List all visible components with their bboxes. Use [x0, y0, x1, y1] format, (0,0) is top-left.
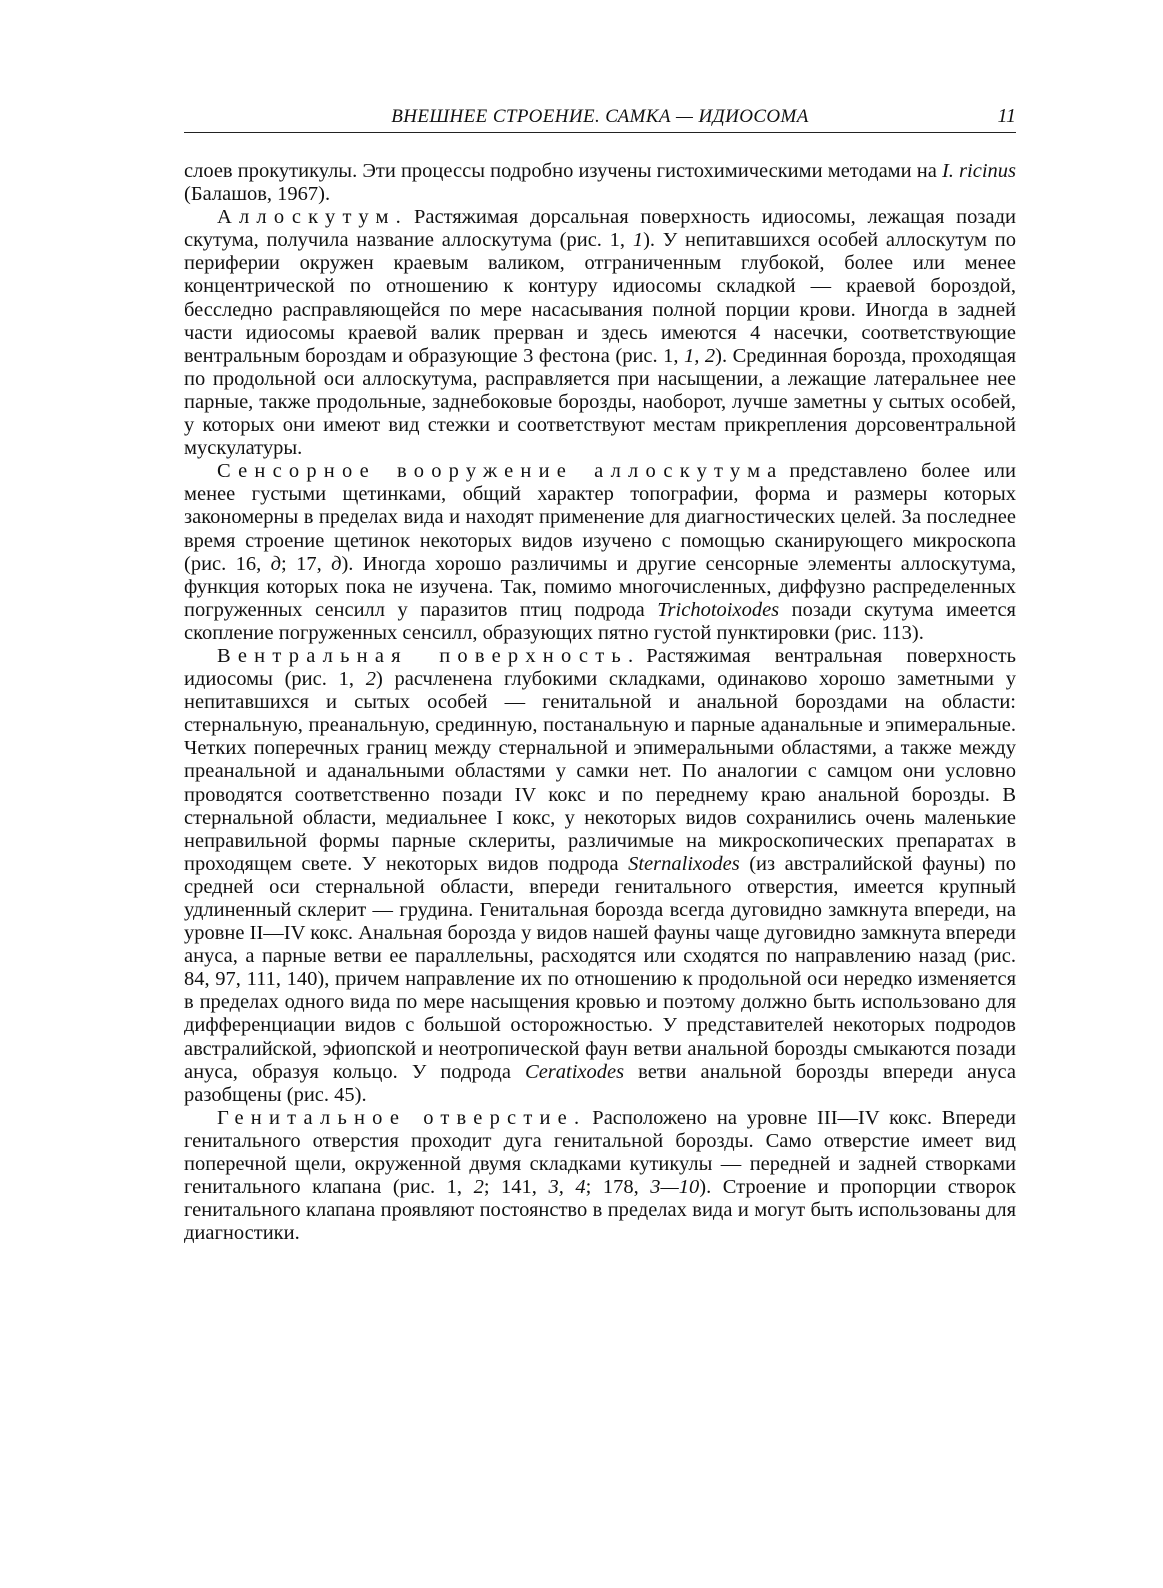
- taxon-name: Trichotoixodes: [657, 598, 780, 621]
- species-name: I. ricinus: [941, 160, 1017, 182]
- paragraph-text: Растяжимая дорсальная поверхность идиосомы, лежащая позади скутума, получила название аллоскутума (рис. 1,: [184, 206, 1016, 252]
- figure-ref: 3—10: [650, 1176, 700, 1199]
- paragraph-text: ) расчленена глубокими складками, одинаково хорошо заметными у непитавшихся и сытых особей — генитальной и анальной бороздами на области: стернальную, преанальную, срединную, постанальную и парные аданальные и эпимеральные. Четких поперечных границ между стернальной и эпимеральными областями, а также между преанальной и аданальными областями у самки нет. По аналогии с самцом они условно проводятся соответственно позади IV кокс и по переднему краю анальной борозды. В стернальной области, медиальнее I кокс, у некоторых видов сохранились очень маленькие неправильной формы парные склериты, различимые на микроскопических препаратах в проходящем свете. У некоторых видов подрода: [184, 668, 1016, 875]
- paragraph-text: ветви анальной борозды впереди ануса разобщены (рис. 45).: [184, 1060, 1016, 1106]
- paragraph-sensory-armament: [184, 460, 1016, 645]
- paragraph-continuation: [184, 160, 1016, 206]
- paragraph-ventral-surface: [184, 645, 1016, 1107]
- section-heading: Сенсорное вооружение аллоскутума: [217, 460, 784, 483]
- paragraph-text: ; 178,: [585, 1176, 651, 1199]
- taxon-name: Sternalixodes: [628, 852, 740, 875]
- figure-ref: 1, 2: [684, 344, 716, 367]
- paragraph-text: ). Иногда хорошо различимы и другие сенсорные элементы аллоскутума, функция которых пока не изучена. Так, помимо многочисленных, диффузно распределенных погруженных сенсилл у паразитов птиц подрода: [184, 552, 1016, 621]
- running-header: [184, 104, 1016, 133]
- paragraph-text: Расположено на уровне III—IV кокс. Впереди генитального отверстия проходит дуга генитальной борозды. Само отверстие имеет вид поперечной щели, окруженной двумя складками кутикулы — передней и задней створками генитального клапана (рис. 1,: [184, 1106, 1017, 1199]
- section-heading: Вентральная поверхность.: [217, 644, 641, 667]
- paragraph-text: Растяжимая вентральная поверхность идиосомы (рис. 1,: [184, 644, 1016, 691]
- body-text: [184, 160, 1016, 1245]
- paragraph-text: (Балашов, 1967).: [184, 183, 331, 206]
- figure-ref: 2: [473, 1176, 484, 1199]
- figure-ref: д: [331, 552, 342, 575]
- paragraph-text: ). У непитавшихся особей аллоскутум по периферии окружен краевым валиком, отграниченным глубокой, более или менее концентрической по отношению к контуру идиосомы складкой — краевой бороздой, бесследно расправляющейся по мере насасывания полной порции крови. Иногда в задней части идиосомы краевой валик прерван и здесь имеются 4 насечки, соответствующие вентральным бороздам и образующие 3 фестона (рис. 1,: [184, 229, 1016, 367]
- paragraph-text: ). Строение и пропорции створок генитального клапана проявляют постоянство в пределах вида и могут быть использованы для диагностики.: [184, 1176, 1017, 1245]
- running-title: ВНЕШНЕЕ СТРОЕНИЕ. САМКА — ИДИОСОМА: [391, 106, 809, 127]
- paragraph-text: (из австралийской фауны) по средней оси стернальной области, впереди генитального отверстия, имеется крупный удлиненный склерит — грудина. Генитальная борозда всегда дуговидно замкнута впереди, на уровне II—IV кокс. Анальная борозда у видов нашей фауны чаще дуговидно замкнута впереди ануса, а парные ветви ее параллельны, расходятся или сходятся по направлению назад (рис. 84, 97, 111, 140), причем направление их по отношению к продольной оси нередко изменяется в пределах одного вида по мере насыщения кровью и поэтому должно быть использовано для дифференциации видов с большой осторожностью. У представителей некоторых подродов австралийской, эфиопской и неотропической фаун ветви анальной борозды смыкаются позади ануса, образуя кольцо. У подрода: [184, 852, 1016, 1083]
- figure-ref: д: [270, 552, 282, 575]
- figure-ref: 3, 4: [548, 1176, 586, 1199]
- paragraph-text: представлено более или менее густыми щетинками, общий характер топографии, форма и размеры которых закономерны в пределах вида и находят применение для диагностических целей. За последнее время строение щетинок некоторых видов изучено с помощью сканирующего микроскопа (рис. 16,: [184, 460, 1016, 575]
- paragraph-text: позади скутума имеется скопление погруженных сенсилл, образующих пятно густой пунктировки (рис. 113).: [184, 598, 1016, 644]
- figure-ref: 1: [632, 229, 644, 252]
- figure-ref: 2: [365, 668, 376, 691]
- page-number: 11: [997, 105, 1016, 127]
- taxon-name: Ceratixodes: [525, 1060, 625, 1083]
- paragraph-text: ; 141,: [483, 1176, 549, 1199]
- paragraph-genital-opening: [184, 1107, 1016, 1246]
- paragraph-text: ). Срединная борозда, проходящая по продольной оси аллоскутума, расправляется при насыщении, а лежащие латеральнее нее парные, также продольные, заднебоковые борозды, наоборот, лучше заметны у сытых особей, у которых они имеют вид стежки и соответствуют местам прикрепления дорсовентральной мускулатуры.: [184, 344, 1016, 460]
- section-heading: Аллоскутум.: [217, 206, 409, 229]
- paragraph-alloscutum: [184, 206, 1016, 460]
- paragraph-text: слоев прокутикулы. Эти процессы подробно изучены гистохимическими методами на: [184, 160, 942, 182]
- section-heading: Генитальное отверстие.: [217, 1106, 587, 1129]
- paragraph-text: ; 17,: [281, 552, 332, 575]
